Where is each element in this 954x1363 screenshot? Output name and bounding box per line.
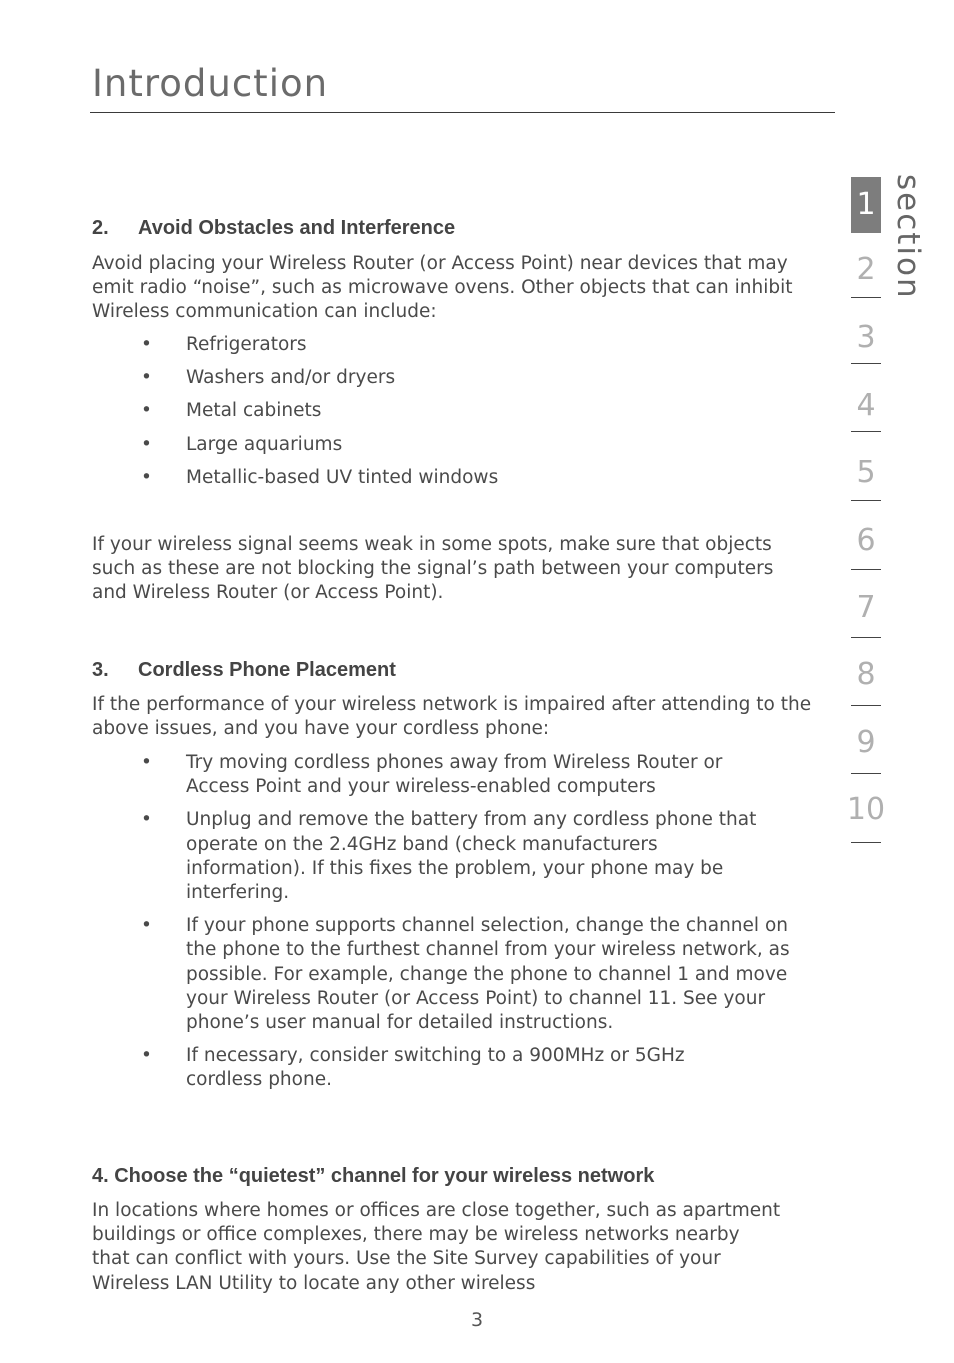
list-item: • Washers and/or dryers	[92, 366, 812, 390]
page-header-title: Introduction	[92, 62, 329, 105]
list-item: • Unplug and remove the battery from any cordless phone that operate on the 2.4GHz band (check manufacturers information). If this fixes the problem, your phone may be interfering.	[141, 809, 757, 904]
bullet-icon: •	[141, 809, 152, 831]
section-nav-divider	[851, 569, 881, 570]
bullet-icon: •	[141, 433, 152, 455]
bullet-icon: •	[141, 334, 152, 355]
section-nav-item-8[interactable]: 8	[856, 657, 876, 692]
list-item: • Metal cabinets	[92, 399, 812, 423]
section-2-intro: Avoid placing your Wireless Router (or Access Point) near devices that may emit radio “noise”, such as microwave ovens. Other objects that can inhibit Wireless communication can include:	[92, 253, 793, 323]
section-nav-item-2[interactable]: 2	[856, 252, 876, 287]
section-nav-item-5[interactable]: 5	[856, 455, 876, 490]
list-item: • If necessary, consider switching to a 900MHz or 5GHz cordless phone.	[141, 1045, 685, 1091]
section-nav-divider	[851, 773, 881, 774]
bullet-icon: •	[141, 1045, 152, 1067]
list-item: • If your phone supports channel selection, change the channel on the phone to the furthest channel from your wireless network, as possible. For example, change the phone to channel 1 and move your Wireless Router (or Access Point) to channel 11. See your phone’s user manual for detailed instructions.	[141, 915, 790, 1034]
section-nav-item-3[interactable]: 3	[856, 320, 876, 355]
section-2-title: Avoid Obstacles and Interference	[138, 217, 456, 239]
section-label: section	[890, 174, 926, 300]
bullet-icon: •	[141, 466, 152, 488]
section-nav-divider	[851, 297, 881, 298]
page-number: 3	[470, 1309, 484, 1331]
section-nav-divider	[851, 431, 881, 432]
section-2-bullet-list	[92, 333, 812, 490]
section-nav-divider	[851, 363, 881, 364]
section-3-bullet-list	[92, 751, 812, 1093]
section-4-heading: 4. Choose the “quietest” channel for your wireless network	[92, 1165, 655, 1187]
bullet-icon: •	[141, 400, 152, 422]
section-3-title: Cordless Phone Placement	[138, 659, 396, 681]
section-2-outro: If your wireless signal seems weak in some spots, make sure that objects such as these are not blocking the signal’s path between your computers and Wireless Router (or Access Point).	[92, 534, 774, 604]
section-nav-divider	[851, 705, 881, 706]
list-item: • Metallic-based UV tinted windows	[92, 466, 812, 490]
section-nav-divider	[851, 637, 881, 638]
section-2-heading	[92, 217, 455, 240]
bullet-icon: •	[141, 752, 152, 773]
list-item: • Refrigerators	[92, 333, 812, 357]
section-nav-divider	[851, 500, 881, 501]
section-3-heading	[92, 659, 396, 682]
bullet-icon: •	[141, 367, 152, 389]
section-nav-item-7[interactable]: 7	[856, 590, 876, 625]
list-item: • Large aquariums	[92, 433, 812, 457]
section-nav-item-10[interactable]: 10	[846, 792, 886, 827]
list-item: • Try moving cordless phones away from Wireless Router or Access Point and your wireless-enabled computers	[141, 752, 723, 798]
section-4-intro: In locations where homes or offices are close together, such as apartment buildings or office complexes, there may be wireless networks nearby that can conflict with yours. Use the Site Survey capabilities of your Wireless LAN Utility to locate any other wireless	[92, 1200, 781, 1294]
section-nav-item-9[interactable]: 9	[856, 725, 876, 760]
section-nav-item-1[interactable]: 1	[851, 177, 881, 233]
section-nav-item-6[interactable]: 6	[856, 523, 876, 558]
section-3-number: 3.	[92, 659, 109, 681]
bullet-icon: •	[141, 915, 152, 937]
header-divider	[90, 112, 835, 113]
section-nav-item-4[interactable]: 4	[856, 388, 876, 423]
section-2-number: 2.	[92, 217, 109, 239]
section-3-intro: If the performance of your wireless network is impaired after attending to the above issues, and you have your cordless phone:	[92, 694, 812, 740]
section-nav-divider	[851, 842, 881, 843]
